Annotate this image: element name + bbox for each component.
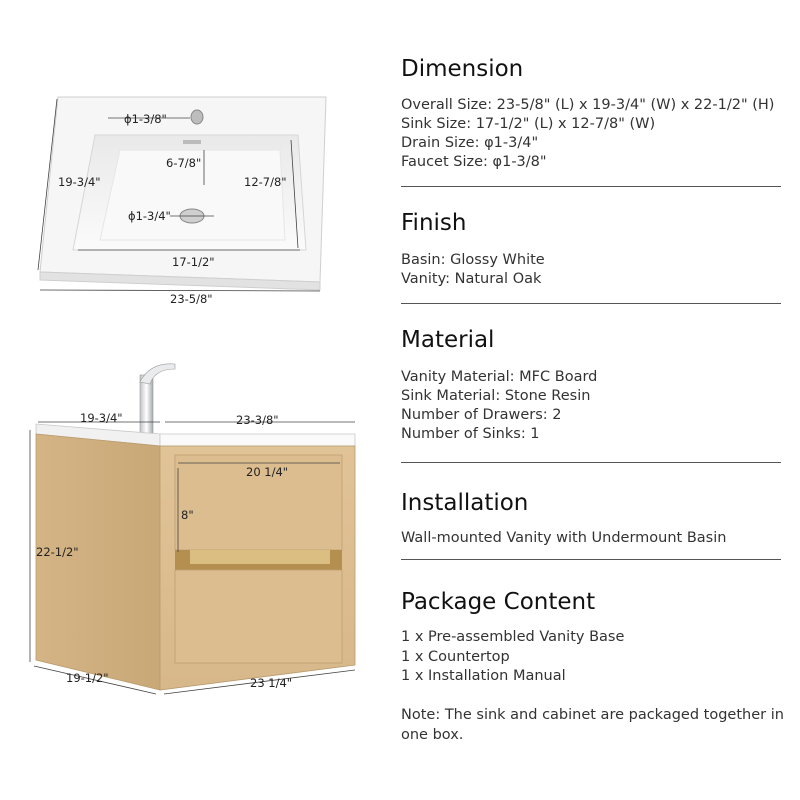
overflow-slot	[183, 140, 201, 144]
finish-line-2: Vanity: Natural Oak	[401, 271, 542, 287]
dimension-line-2: Sink Size: 17-1/2" (L) x 12-7/8" (W)	[401, 116, 656, 132]
drawer-2	[175, 570, 342, 663]
package-line-2: 1 x Countertop	[401, 649, 510, 665]
installation-line-1: Wall-mounted Vanity with Undermount Basin	[401, 530, 727, 546]
drain-depth-label: 6-7/8"	[166, 156, 202, 170]
drain-label: ϕ1-3/4"	[128, 209, 171, 223]
dimension-line-4: Faucet Size: φ1-3/8"	[401, 154, 547, 170]
package-line-3: 1 x Installation Manual	[401, 668, 566, 684]
finish-heading: Finish	[401, 210, 467, 236]
faucet-hole-label: ϕ1-3/8"	[124, 112, 167, 126]
material-line-3: Number of Drawers: 2	[401, 407, 562, 423]
drawer-handle-light	[190, 550, 330, 564]
dimension-line-1: Overall Size: 23-5/8" (L) x 19-3/4" (W) x 22-1/2" (H)	[401, 97, 775, 113]
material-line-2: Sink Material: Stone Resin	[401, 388, 591, 404]
faucet-spout	[140, 364, 175, 384]
drawer-height-label: 8"	[181, 508, 194, 522]
vanity-height-label: 22-1/2"	[36, 545, 79, 559]
material-line-4: Number of Sinks: 1	[401, 426, 540, 442]
vanity-drawing	[0, 350, 370, 700]
cabinet-side	[36, 434, 160, 690]
sink-top-drawing	[0, 0, 330, 310]
basin-length-label: 17-1/2"	[172, 255, 215, 269]
sink-top-svg	[0, 0, 330, 310]
divider	[401, 462, 781, 463]
vanity-top-length-label: 23-3/8"	[236, 413, 279, 427]
dimension-heading: Dimension	[401, 56, 524, 82]
installation-heading: Installation	[401, 490, 529, 516]
package-line-1: 1 x Pre-assembled Vanity Base	[401, 629, 625, 645]
vanity-base-depth-label: 19-1/2"	[66, 671, 109, 685]
material-heading: Material	[401, 327, 495, 353]
sink-length-label: 23-5/8"	[170, 292, 213, 306]
package-note: Note: The sink and cabinet are packaged together in one box.	[401, 707, 784, 743]
faucet-hole	[191, 110, 203, 124]
vanity-top-depth-label: 19-3/4"	[80, 411, 123, 425]
faucet-body	[140, 375, 153, 435]
package-heading: Package Content	[401, 589, 596, 615]
material-line-1: Vanity Material: MFC Board	[401, 369, 598, 385]
sink-width-label: 19-3/4"	[58, 175, 101, 189]
divider	[401, 559, 781, 560]
finish-line-1: Basin: Glossy White	[401, 252, 545, 268]
vanity-base-length-label: 23 1/4"	[250, 676, 293, 690]
dimension-line-3: Drain Size: φ1-3/4"	[401, 135, 539, 151]
divider	[401, 303, 781, 304]
drawer-width-label: 20 1/4"	[246, 465, 289, 479]
basin-width-label: 12-7/8"	[244, 175, 287, 189]
divider	[401, 186, 781, 187]
vanity-svg	[0, 350, 370, 700]
countertop-front	[160, 434, 355, 446]
